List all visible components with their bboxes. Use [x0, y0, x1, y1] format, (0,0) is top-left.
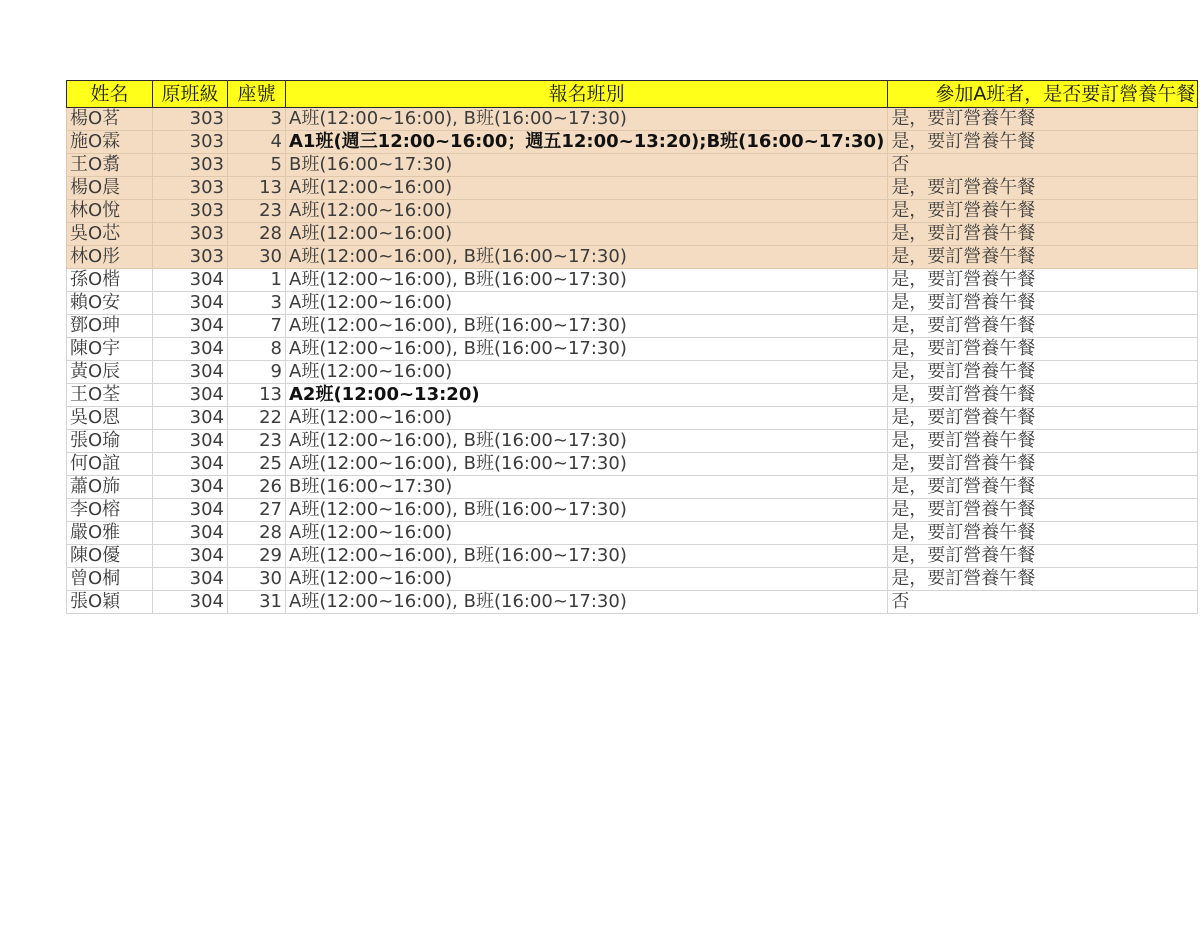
cell-seat: 23	[228, 200, 286, 223]
cell-seat: 25	[228, 453, 286, 476]
cell-name: 陳O宇	[67, 338, 153, 361]
cell-enroll: A班(12:00~16:00), B班(16:00~17:30)	[286, 591, 888, 614]
cell-class: 304	[153, 522, 228, 545]
cell-enroll: A班(12:00~16:00), B班(16:00~17:30)	[286, 430, 888, 453]
cell-seat: 5	[228, 154, 286, 177]
cell-enroll: A班(12:00~16:00)	[286, 361, 888, 384]
table-row	[67, 545, 1198, 568]
cell-name: 蕭O斾	[67, 476, 153, 499]
table-row	[67, 453, 1198, 476]
cell-class: 304	[153, 591, 228, 614]
table-row	[67, 407, 1198, 430]
cell-class: 304	[153, 384, 228, 407]
cell-name: 張O穎	[67, 591, 153, 614]
cell-name: 吳O恩	[67, 407, 153, 430]
cell-class: 304	[153, 545, 228, 568]
cell-class: 304	[153, 361, 228, 384]
cell-class: 303	[153, 223, 228, 246]
cell-name: 林O彤	[67, 246, 153, 269]
cell-seat: 28	[228, 223, 286, 246]
cell-lunch: 是，要訂營養午餐	[888, 131, 1198, 154]
table-row	[67, 246, 1198, 269]
cell-lunch: 是，要訂營養午餐	[888, 453, 1198, 476]
cell-lunch: 是，要訂營養午餐	[888, 545, 1198, 568]
table-body	[67, 108, 1198, 614]
cell-class: 304	[153, 568, 228, 591]
cell-name: 嚴O雅	[67, 522, 153, 545]
cell-enroll: A班(12:00~16:00)	[286, 200, 888, 223]
table-row	[67, 384, 1198, 407]
cell-enroll: A班(12:00~16:00), B班(16:00~17:30)	[286, 453, 888, 476]
cell-enroll: A班(12:00~16:00)	[286, 177, 888, 200]
cell-name: 曾O桐	[67, 568, 153, 591]
table-row	[67, 223, 1198, 246]
table-row	[67, 131, 1198, 154]
table-row	[67, 591, 1198, 614]
header-row	[67, 81, 1198, 108]
cell-lunch: 是，要訂營養午餐	[888, 292, 1198, 315]
table-row	[67, 430, 1198, 453]
header-enroll: 報名班別	[286, 81, 888, 108]
cell-enroll: A班(12:00~16:00), B班(16:00~17:30)	[286, 108, 888, 131]
table-row	[67, 177, 1198, 200]
cell-name: 鄧O珅	[67, 315, 153, 338]
table-row	[67, 315, 1198, 338]
cell-enroll: A班(12:00~16:00), B班(16:00~17:30)	[286, 545, 888, 568]
cell-seat: 27	[228, 499, 286, 522]
cell-name: 楊O晨	[67, 177, 153, 200]
table-row	[67, 499, 1198, 522]
cell-class: 303	[153, 200, 228, 223]
cell-enroll: A班(12:00~16:00), B班(16:00~17:30)	[286, 269, 888, 292]
cell-name: 王O荃	[67, 384, 153, 407]
cell-seat: 3	[228, 108, 286, 131]
table-header	[67, 81, 1198, 108]
cell-seat: 26	[228, 476, 286, 499]
cell-enroll: A1班(週三12:00~16:00；週五12:00~13:20);B班(16:00~17:30)	[286, 131, 888, 154]
cell-enroll: A班(12:00~16:00), B班(16:00~17:30)	[286, 246, 888, 269]
cell-enroll: A班(12:00~16:00)	[286, 223, 888, 246]
cell-enroll: A班(12:00~16:00), B班(16:00~17:30)	[286, 499, 888, 522]
cell-lunch: 是，要訂營養午餐	[888, 361, 1198, 384]
cell-class: 304	[153, 315, 228, 338]
cell-enroll: A班(12:00~16:00), B班(16:00~17:30)	[286, 315, 888, 338]
cell-enroll: A2班(12:00~13:20)	[286, 384, 888, 407]
table-row	[67, 476, 1198, 499]
cell-lunch: 否	[888, 154, 1198, 177]
table-row	[67, 522, 1198, 545]
cell-enroll: A班(12:00~16:00)	[286, 568, 888, 591]
cell-seat: 29	[228, 545, 286, 568]
table-row	[67, 292, 1198, 315]
cell-lunch: 是，要訂營養午餐	[888, 430, 1198, 453]
header-name: 姓名	[67, 81, 153, 108]
cell-seat: 3	[228, 292, 286, 315]
cell-seat: 23	[228, 430, 286, 453]
cell-seat: 9	[228, 361, 286, 384]
header-seat: 座號	[228, 81, 286, 108]
cell-class: 303	[153, 154, 228, 177]
cell-lunch: 是，要訂營養午餐	[888, 522, 1198, 545]
cell-seat: 31	[228, 591, 286, 614]
table-row	[67, 154, 1198, 177]
cell-name: 吳O芯	[67, 223, 153, 246]
cell-class: 304	[153, 269, 228, 292]
cell-seat: 7	[228, 315, 286, 338]
cell-enroll: B班(16:00~17:30)	[286, 476, 888, 499]
cell-seat: 28	[228, 522, 286, 545]
cell-class: 304	[153, 407, 228, 430]
cell-class: 304	[153, 292, 228, 315]
cell-lunch: 是，要訂營養午餐	[888, 338, 1198, 361]
cell-name: 王O翥	[67, 154, 153, 177]
table-row	[67, 200, 1198, 223]
cell-seat: 4	[228, 131, 286, 154]
cell-enroll: B班(16:00~17:30)	[286, 154, 888, 177]
enrollment-table	[66, 80, 1198, 614]
cell-seat: 8	[228, 338, 286, 361]
cell-lunch: 是，要訂營養午餐	[888, 177, 1198, 200]
cell-enroll: A班(12:00~16:00)	[286, 407, 888, 430]
table-row	[67, 269, 1198, 292]
cell-seat: 22	[228, 407, 286, 430]
cell-name: 何O誼	[67, 453, 153, 476]
cell-name: 林O悅	[67, 200, 153, 223]
cell-class: 304	[153, 499, 228, 522]
cell-class: 303	[153, 246, 228, 269]
cell-seat: 13	[228, 177, 286, 200]
table-row	[67, 108, 1198, 131]
cell-class: 303	[153, 177, 228, 200]
cell-class: 303	[153, 108, 228, 131]
cell-seat: 13	[228, 384, 286, 407]
cell-name: 楊O茗	[67, 108, 153, 131]
cell-lunch: 是，要訂營養午餐	[888, 223, 1198, 246]
cell-name: 黃O辰	[67, 361, 153, 384]
cell-lunch: 是，要訂營養午餐	[888, 246, 1198, 269]
cell-seat: 30	[228, 246, 286, 269]
cell-lunch: 是，要訂營養午餐	[888, 384, 1198, 407]
header-class: 原班級	[153, 81, 228, 108]
cell-lunch: 是，要訂營養午餐	[888, 499, 1198, 522]
cell-lunch: 是，要訂營養午餐	[888, 269, 1198, 292]
cell-name: 李O榕	[67, 499, 153, 522]
cell-seat: 1	[228, 269, 286, 292]
table-row	[67, 568, 1198, 591]
cell-lunch: 是，要訂營養午餐	[888, 476, 1198, 499]
cell-class: 304	[153, 338, 228, 361]
cell-lunch: 是，要訂營養午餐	[888, 407, 1198, 430]
cell-name: 張O瑜	[67, 430, 153, 453]
cell-lunch: 是，要訂營養午餐	[888, 568, 1198, 591]
cell-name: 賴O安	[67, 292, 153, 315]
cell-name: 孫O楷	[67, 269, 153, 292]
cell-seat: 30	[228, 568, 286, 591]
cell-lunch: 是，要訂營養午餐	[888, 315, 1198, 338]
cell-name: 施O霖	[67, 131, 153, 154]
cell-class: 304	[153, 430, 228, 453]
cell-class: 304	[153, 453, 228, 476]
cell-class: 304	[153, 476, 228, 499]
cell-enroll: A班(12:00~16:00)	[286, 522, 888, 545]
cell-lunch: 否	[888, 591, 1198, 614]
cell-enroll: A班(12:00~16:00), B班(16:00~17:30)	[286, 338, 888, 361]
table-row	[67, 338, 1198, 361]
header-lunch: 參加A班者，是否要訂營養午餐	[888, 81, 1198, 108]
cell-name: 陳O優	[67, 545, 153, 568]
cell-enroll: A班(12:00~16:00)	[286, 292, 888, 315]
cell-class: 303	[153, 131, 228, 154]
cell-lunch: 是，要訂營養午餐	[888, 108, 1198, 131]
table-row	[67, 361, 1198, 384]
cell-lunch: 是，要訂營養午餐	[888, 200, 1198, 223]
